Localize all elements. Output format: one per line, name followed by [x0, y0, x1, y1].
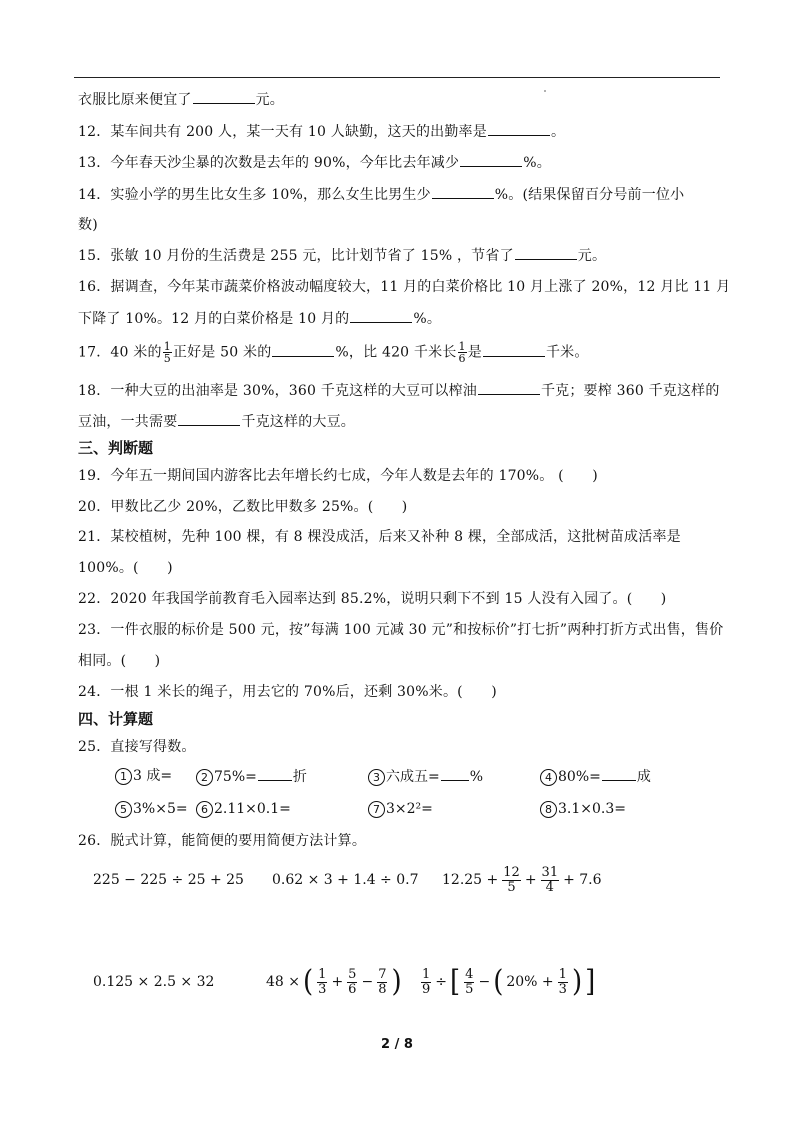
question-19 — [78, 466, 598, 486]
numerator: 1 — [318, 966, 327, 982]
left-bracket: [ — [450, 964, 461, 1000]
numerator: 1 — [422, 966, 431, 982]
question-16 — [78, 277, 730, 297]
oral-item-1 — [115, 766, 172, 786]
circled-number: 4 — [540, 769, 557, 786]
fraction — [421, 968, 431, 997]
expression-4: 0.125 × 2.5 × 32 — [93, 974, 215, 990]
oral-expression: 3 成= — [133, 768, 173, 784]
oral-item-2 — [196, 766, 307, 787]
expr-part: + 7.6 — [563, 872, 602, 888]
q16-cont-text: 下降了 10%。12 月的白菜价格是 10 月的 — [78, 311, 350, 327]
answer-blank[interactable] — [515, 245, 577, 260]
expr-part: − — [478, 974, 491, 990]
oral-expression: 六成五= — [386, 769, 440, 785]
section-heading-calculation: 四、计算题 — [78, 710, 154, 728]
answer-blank[interactable] — [258, 766, 292, 781]
expr-part: + — [331, 974, 344, 990]
question-24 — [78, 682, 497, 702]
fraction — [317, 968, 327, 997]
right-paren: ) — [391, 964, 402, 1000]
circled-number: 1 — [115, 768, 132, 785]
question-14-cont — [78, 215, 98, 235]
question-18-cont — [78, 411, 355, 432]
oral-unit: % — [469, 769, 484, 785]
fraction — [558, 968, 568, 997]
q17-text-2: 正好是 50 米的 — [172, 344, 272, 361]
q13-tail: %。 — [523, 155, 551, 171]
fraction — [541, 866, 560, 895]
answer-blank[interactable] — [272, 342, 334, 357]
fraction — [163, 341, 172, 364]
denominator: 6 — [458, 352, 466, 365]
q17-text-3: %，比 420 千米长 — [335, 344, 457, 361]
expression-2: 0.62 × 3 + 1.4 ÷ 0.7 — [272, 872, 419, 888]
answer-blank[interactable] — [483, 342, 545, 357]
q18-tail: 千克这样的大豆。 — [241, 414, 356, 430]
numerator: 5 — [348, 966, 357, 982]
answer-blank[interactable] — [350, 308, 412, 323]
q17-text: 17．40 米的 — [78, 344, 162, 361]
q22-text: 22．2020 年我国学前教育毛入园率达到 85.2%，说明只剩下不到 15 人没有入园了。( ) — [78, 591, 667, 607]
denominator: 5 — [507, 879, 516, 895]
question-13 — [78, 152, 551, 173]
question-25 — [78, 737, 196, 757]
oral-unit: 折 — [292, 769, 307, 785]
expression-6 — [420, 962, 595, 1002]
question-21-cont — [78, 558, 173, 578]
question-21 — [78, 527, 681, 547]
expr-part: ÷ — [435, 974, 448, 990]
answer-blank[interactable] — [432, 184, 494, 199]
oral-unit: 成 — [636, 769, 651, 785]
q21-cont-text: 100%。( ) — [78, 560, 173, 576]
denominator: 3 — [558, 981, 567, 997]
left-paren: ( — [303, 964, 314, 1000]
oral-item-8 — [540, 799, 626, 819]
answer-blank[interactable] — [441, 766, 469, 781]
circled-number: 6 — [196, 801, 213, 818]
denominator: 3 — [318, 981, 327, 997]
question-15 — [78, 245, 606, 266]
answer-blank[interactable] — [478, 380, 540, 395]
q19-text: 19．今年五一期间国内游客比去年增长约七成，今年人数是去年的 170%。 ( ) — [78, 468, 598, 484]
expr-part: 20% + — [506, 974, 554, 990]
q23-text: 23．一件衣服的标价是 500 元，按”每满 100 元减 30 元”和按标价”打七折”两种打折方式出售，售价 — [78, 622, 724, 638]
denominator: 5 — [465, 981, 474, 997]
numerator: 4 — [465, 966, 474, 982]
question-22 — [78, 589, 666, 609]
oral-item-4 — [540, 766, 651, 787]
question-18 — [78, 380, 720, 401]
q16-text: 16．据调查，今年某市蔬菜价格波动幅度较大，11 月的白菜价格比 10 月上涨了 20%，12 月比 11 月 — [78, 279, 731, 295]
denominator: 4 — [545, 879, 554, 895]
q17-tail: 千米。 — [545, 344, 589, 361]
circled-number: 5 — [115, 801, 132, 818]
left-paren: ( — [493, 964, 504, 1000]
oral-item-3 — [368, 766, 483, 787]
expr-part: 12.25 + — [442, 872, 499, 888]
question-23 — [78, 620, 723, 640]
question-17 — [78, 341, 589, 364]
question-12 — [78, 121, 565, 142]
numerator: 1 — [558, 966, 567, 982]
oral-expression: 3×2²= — [386, 801, 433, 817]
circled-number: 8 — [540, 801, 557, 818]
answer-blank[interactable] — [488, 121, 550, 136]
oral-item-5 — [115, 799, 188, 819]
circled-number: 2 — [196, 769, 213, 786]
question-20 — [78, 497, 407, 517]
denominator: 5 — [163, 352, 171, 365]
denominator: 9 — [422, 981, 431, 997]
q23-cont-text: 相同。( ) — [78, 653, 161, 669]
q17-text-4: 是 — [467, 344, 482, 361]
numerator: 7 — [378, 966, 387, 982]
expression-1: 225 − 225 ÷ 25 + 25 — [93, 872, 244, 888]
q11-continuation — [78, 89, 284, 110]
circled-number: 3 — [368, 769, 385, 786]
q14-cont-text: 数) — [78, 217, 98, 233]
section-heading-judgement: 三、判断题 — [78, 439, 154, 457]
q14-tail: %。(结果保留百分号前一位小 — [494, 187, 685, 203]
q21-text: 21．某校植树，先种 100 棵，有 8 棵没成活，后来又补种 8 棵，全部成活，这批树苗成活率是 — [78, 529, 681, 545]
q20-text: 20．甲数比乙少 20%，乙数比甲数多 25%。( ) — [78, 499, 408, 515]
oral-expression: 3%×5= — [133, 801, 188, 817]
q18-text: 18．一种大豆的出油率是 30%，360 千克这样的大豆可以榨油 — [78, 383, 477, 399]
q24-text: 24．一根 1 米长的绳子，用去它的 70%后，还剩 30%米。( ) — [78, 684, 497, 700]
oral-expression: 80%= — [558, 769, 601, 785]
q11-text: 衣服比原来便宜了 — [78, 92, 192, 108]
fraction — [377, 968, 387, 997]
question-14 — [78, 184, 684, 205]
expr-part: 48 × — [266, 974, 300, 990]
q14-text: 14．实验小学的男生比女生多 10%，那么女生比男生少 — [78, 187, 431, 203]
numerator: 31 — [541, 864, 559, 880]
question-23-cont — [78, 651, 160, 671]
oral-expression: 75%= — [214, 769, 257, 785]
q16-tail: %。 — [413, 311, 442, 327]
answer-blank[interactable] — [460, 152, 522, 167]
q15-tail: 元。 — [577, 248, 607, 264]
q18-text-2: 千克；要榨 360 千克这样的 — [540, 383, 720, 399]
denominator: 8 — [378, 981, 387, 997]
oral-expression: 2.11×0.1= — [214, 801, 291, 817]
oral-expression: 3.1×0.3= — [558, 801, 626, 817]
q11-tail: 元。 — [255, 92, 285, 108]
scan-dot — [544, 90, 546, 92]
q15-text: 15．张敏 10 月份的生活费是 255 元，比计划节省了 15% ，节省了 — [78, 248, 514, 264]
oral-item-7 — [368, 799, 433, 819]
fraction — [502, 866, 521, 895]
numerator: 12 — [503, 864, 520, 880]
q18-cont-text: 豆油，一共需要 — [78, 414, 178, 430]
fraction — [464, 968, 474, 997]
denominator: 6 — [348, 981, 357, 997]
question-26 — [78, 831, 366, 851]
right-paren: ) — [571, 964, 583, 1000]
page-number: 2 / 8 — [381, 1037, 413, 1052]
circled-number: 7 — [368, 801, 385, 818]
question-16-cont — [78, 308, 441, 329]
q13-text: 13．今年春天沙尘暴的次数是去年的 90%，今年比去年减少 — [78, 155, 460, 171]
header-rule — [74, 77, 720, 78]
q26-text: 26．脱式计算，能简便的要用简便方法计算。 — [78, 833, 367, 849]
fraction — [458, 341, 467, 364]
numerator: 1 — [458, 340, 466, 353]
expression-5 — [266, 962, 402, 1002]
q25-text: 25．直接写得数。 — [78, 739, 196, 755]
answer-blank[interactable] — [178, 411, 240, 426]
expression-3 — [442, 861, 602, 899]
expr-part: + — [524, 872, 537, 888]
q12-text: 12．某车间共有 200 人，某一天有 10 人缺勤，这天的出勤率是 — [78, 124, 487, 140]
answer-blank[interactable] — [193, 89, 255, 104]
oral-item-6 — [196, 799, 291, 819]
right-bracket: ] — [585, 964, 596, 1000]
q12-tail: 。 — [550, 124, 566, 140]
numerator: 1 — [163, 340, 171, 353]
expr-part: − — [361, 974, 374, 990]
answer-blank[interactable] — [602, 766, 636, 781]
fraction — [347, 968, 357, 997]
